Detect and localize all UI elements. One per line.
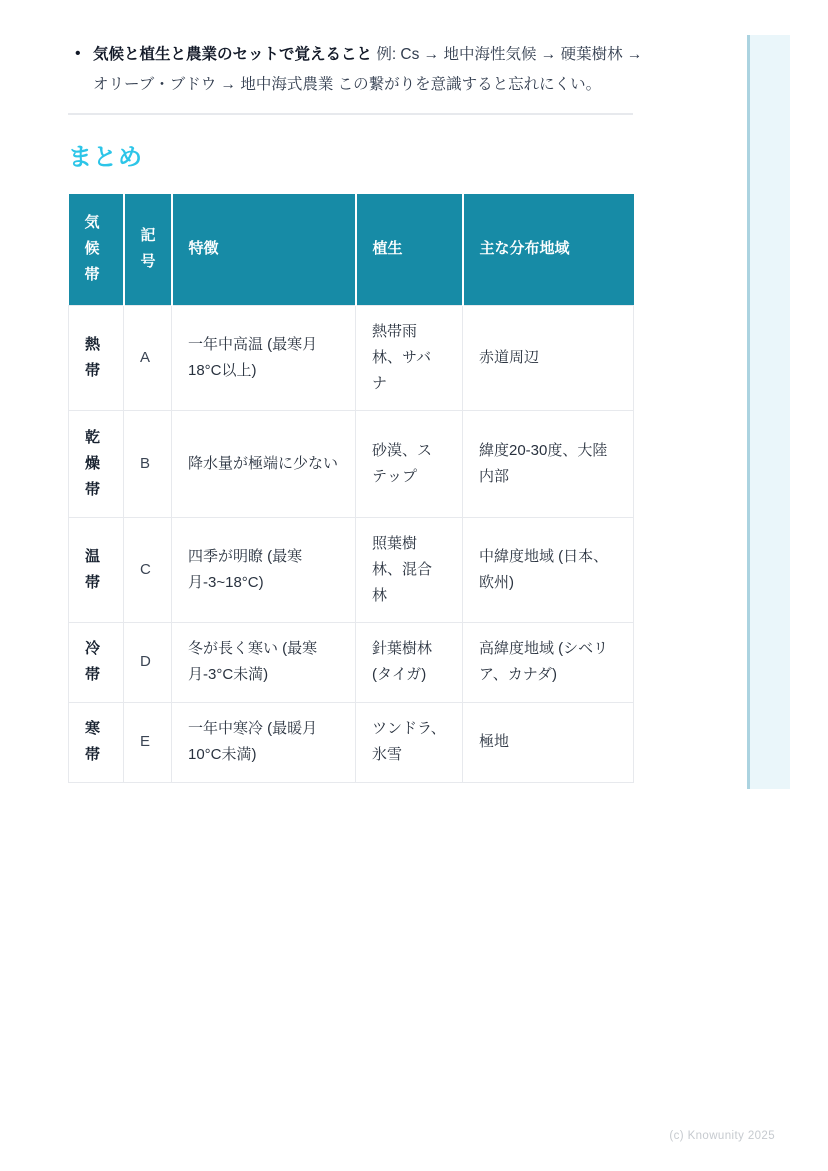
code-cell: B xyxy=(124,410,172,517)
code-cell: A xyxy=(124,305,172,410)
summary-heading: まとめ xyxy=(68,144,143,171)
table-row xyxy=(69,622,634,702)
column-header-climate-zone: 気候帯 xyxy=(69,194,124,305)
vegetation-cell: 照葉樹林、混合林 xyxy=(356,517,463,622)
code-cell: E xyxy=(124,702,172,782)
climate-zones-table xyxy=(68,194,634,783)
zone-cell: 乾燥帯 xyxy=(69,410,124,517)
zone-cell: 寒帯 xyxy=(69,702,124,782)
column-header-features: 特徴 xyxy=(172,194,356,305)
note-body-text: 例: Cs → 地中海性気候 → 硬葉樹林 → オリーブ・ブドウ → 地中海式農業 この繋がりを意識すると忘れにくい。 xyxy=(93,46,643,93)
right-edge-highlight-strip xyxy=(747,35,790,789)
note-bold-text: 気候と植生と農業のセットで覚えること xyxy=(93,46,373,63)
column-header-regions: 主な分布地域 xyxy=(463,194,634,305)
zone-cell: 熱帯 xyxy=(69,305,124,410)
table-header-row xyxy=(69,194,634,305)
regions-cell: 赤道周辺 xyxy=(463,305,634,410)
table-row xyxy=(69,702,634,782)
regions-cell: 中緯度地域 (日本、欧州) xyxy=(463,517,634,622)
regions-cell: 緯度20-30度、大陸内部 xyxy=(463,410,634,517)
features-cell: 一年中寒冷 (最暖月10°C未満) xyxy=(172,702,356,782)
vegetation-cell: ツンドラ、氷雪 xyxy=(356,702,463,782)
copyright-text: (c) Knowunity 2025 xyxy=(669,1130,775,1142)
table-row xyxy=(69,410,634,517)
zone-cell: 温帯 xyxy=(69,517,124,622)
features-cell: 四季が明瞭 (最寒月-3~18°C) xyxy=(172,517,356,622)
regions-cell: 高緯度地域 (シベリア、カナダ) xyxy=(463,622,634,702)
bullet-icon: • xyxy=(75,45,81,62)
code-cell: C xyxy=(124,517,172,622)
features-cell: 冬が長く寒い (最寒月-3°C未満) xyxy=(172,622,356,702)
table-row xyxy=(69,305,634,410)
features-cell: 一年中高温 (最寒月18°C以上) xyxy=(172,305,356,410)
vegetation-cell: 熱帯雨林、サバナ xyxy=(356,305,463,410)
vegetation-cell: 砂漠、ステップ xyxy=(356,410,463,517)
zone-cell: 冷帯 xyxy=(69,622,124,702)
study-note-bullet-item xyxy=(68,40,650,100)
section-divider xyxy=(68,113,633,115)
column-header-vegetation: 植生 xyxy=(356,194,463,305)
regions-cell: 極地 xyxy=(463,702,634,782)
code-cell: D xyxy=(124,622,172,702)
table-row xyxy=(69,517,634,622)
vegetation-cell: 針葉樹林 (タイガ) xyxy=(356,622,463,702)
column-header-code: 記号 xyxy=(124,194,172,305)
features-cell: 降水量が極端に少ない xyxy=(172,410,356,517)
